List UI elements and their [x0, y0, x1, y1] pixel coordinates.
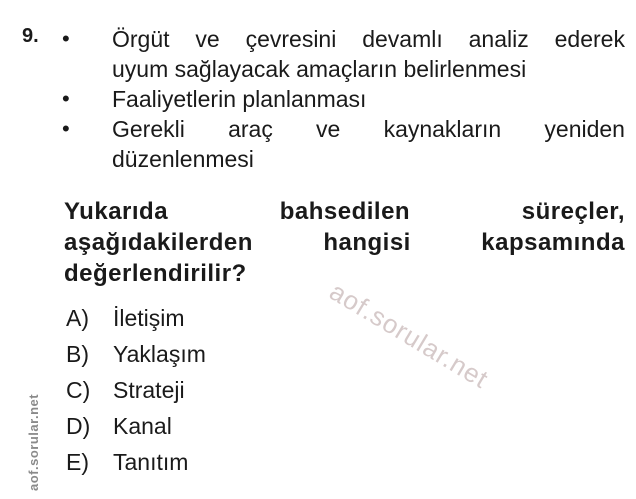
word: kaynakların — [383, 116, 502, 142]
option-text: Strateji — [113, 377, 185, 403]
option-letter: B) — [66, 341, 89, 367]
bullet-text — [112, 24, 625, 84]
word: Yukarıda — [64, 198, 169, 225]
word: ve — [195, 26, 220, 52]
watermark-diagonal: aof.sorular.net — [324, 276, 495, 395]
bullet-item — [62, 114, 625, 174]
word: hangisi — [323, 229, 411, 256]
option-row — [66, 336, 206, 372]
word: süreçler, — [521, 198, 625, 225]
option-text: Yaklaşım — [113, 341, 206, 367]
bullet-item — [62, 84, 625, 114]
word: aşağıdakilerden — [64, 229, 253, 256]
option-letter: E) — [66, 449, 89, 475]
question-number: 9. — [22, 25, 39, 47]
bullet-text — [112, 84, 625, 114]
option-letter: C) — [66, 377, 91, 403]
bullet-icon: • — [62, 26, 70, 51]
word: çevresini — [245, 26, 337, 52]
text-line — [64, 196, 625, 227]
word: Örgüt — [112, 26, 170, 52]
word: yeniden — [544, 116, 625, 142]
option-text: Tanıtım — [113, 449, 189, 475]
option-text: İletişim — [113, 305, 185, 331]
word: ve — [316, 116, 341, 142]
text-line: düzenlenmesi — [112, 146, 254, 172]
word: ederek — [554, 26, 625, 52]
option-letter: D) — [66, 413, 91, 439]
word: Gerekli — [112, 116, 185, 142]
option-text: Kanal — [113, 413, 172, 439]
option-row — [66, 372, 206, 408]
word: kapsamında — [481, 229, 625, 256]
text-line: uyum sağlayacak amaçların belirlenmesi — [112, 56, 527, 82]
bullet-icon: • — [62, 116, 70, 141]
text-line: değerlendirilir? — [64, 260, 247, 287]
text-line — [112, 24, 625, 54]
option-letter: A) — [66, 305, 89, 331]
bullet-icon: • — [62, 86, 70, 111]
bullet-text — [112, 114, 625, 174]
word: devamlı — [362, 26, 443, 52]
word: araç — [228, 116, 273, 142]
option-row — [66, 444, 206, 480]
question-stem — [64, 196, 625, 289]
bullet-list — [62, 24, 625, 174]
text-line — [64, 227, 625, 258]
text-line: Faaliyetlerin planlanması — [112, 86, 367, 112]
options-list — [66, 300, 206, 480]
bullet-item — [62, 24, 625, 84]
word: analiz — [468, 26, 529, 52]
option-row — [66, 408, 206, 444]
option-row — [66, 300, 206, 336]
word: bahsedilen — [279, 198, 411, 225]
watermark-vertical: aof.sorular.net — [26, 393, 41, 491]
text-line — [112, 114, 625, 144]
